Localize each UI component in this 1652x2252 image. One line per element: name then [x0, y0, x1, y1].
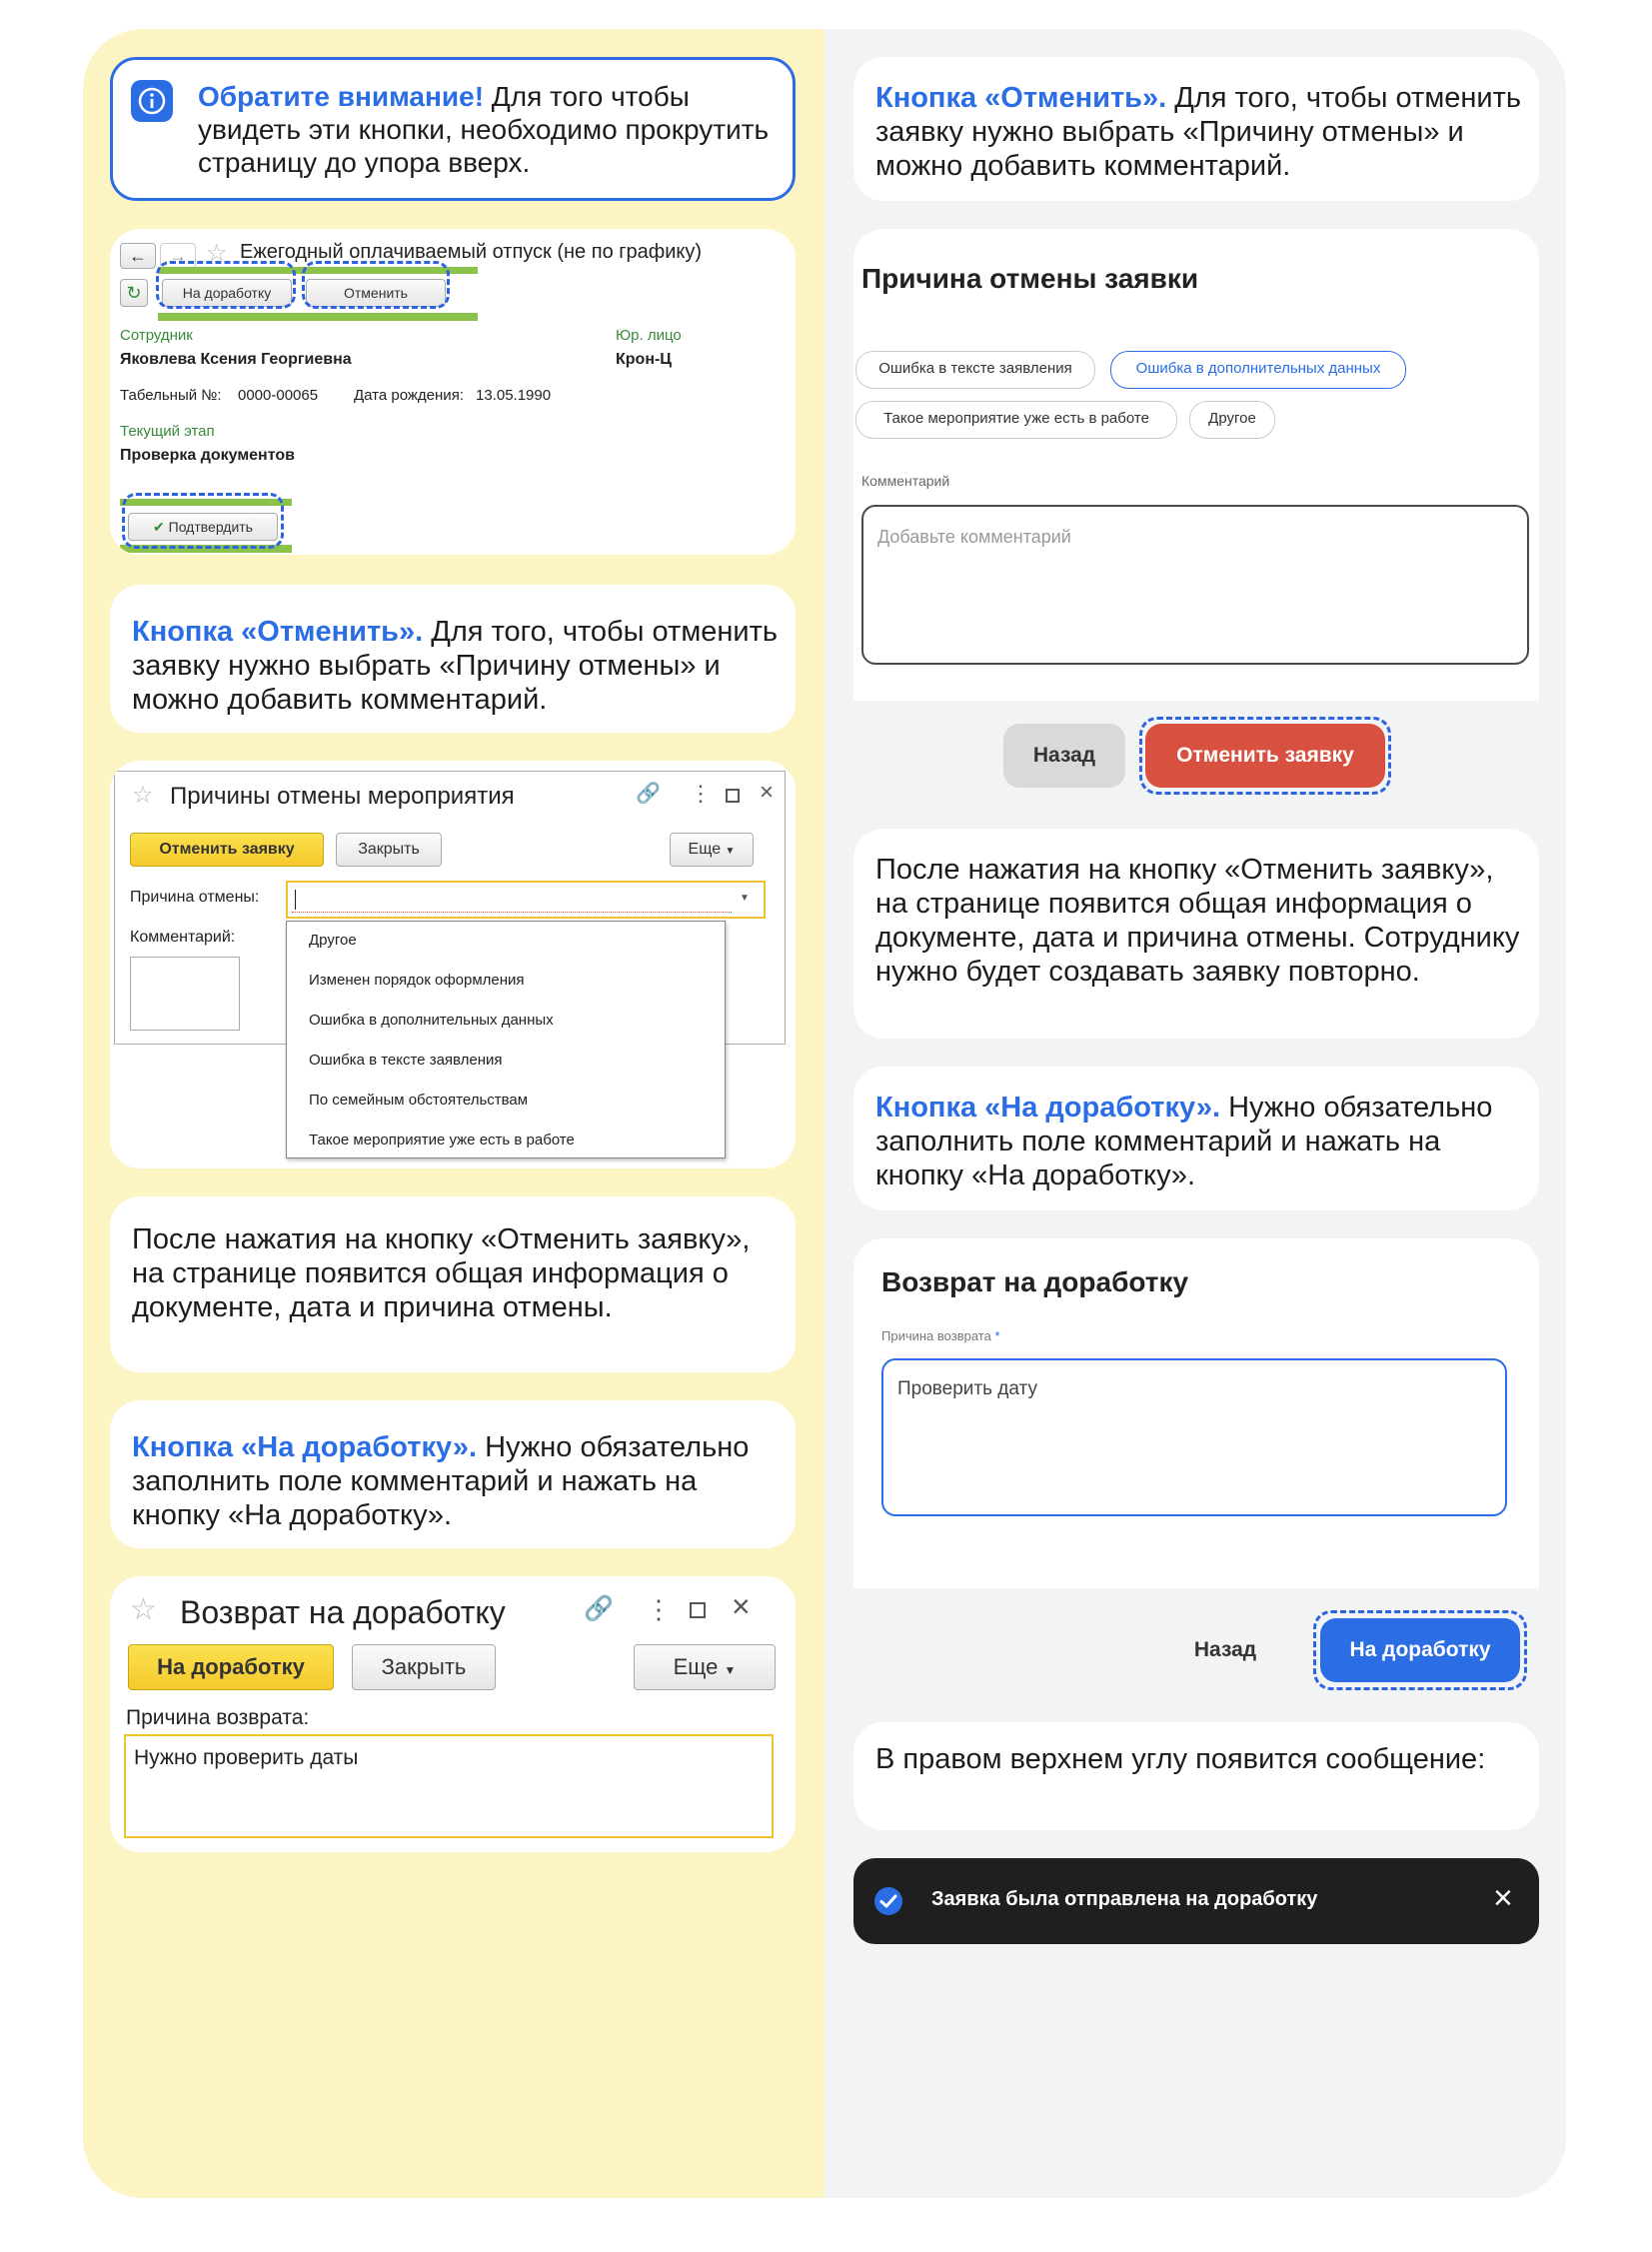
tab-number-label: Табельный №:: [120, 387, 222, 404]
focus-outline: [302, 261, 450, 309]
close-icon[interactable]: ×: [732, 1588, 751, 1624]
rework-button[interactable]: На доработку: [162, 279, 292, 307]
cancel-info-body: Для того, чтобы отменить заявку нужно выбрать «Причину отмены» и можно добавить комментарий.: [875, 82, 1521, 182]
cancel-info-title: Кнопка «Отменить».: [132, 616, 424, 648]
cancel-button[interactable]: Отменить: [306, 279, 446, 307]
star-icon[interactable]: ☆: [132, 782, 154, 809]
reason-chip[interactable]: Ошибка в тексте заявления: [855, 351, 1095, 389]
cancel-request-button[interactable]: Отменить заявку: [1145, 724, 1385, 788]
notice-text: [198, 80, 778, 179]
rework-button[interactable]: На доработку: [1320, 1618, 1520, 1682]
focus-outline: [1139, 717, 1391, 795]
required-mark: *: [994, 1328, 1000, 1343]
cancel-info-card: [853, 57, 1539, 201]
comment-label: Комментарий:: [130, 929, 236, 946]
return-reason-input[interactable]: [124, 1734, 774, 1838]
star-icon[interactable]: ☆: [206, 240, 228, 267]
notice-card: [110, 57, 796, 201]
dropdown-option[interactable]: Другое: [309, 932, 357, 949]
after-cancel-card: [853, 829, 1539, 1039]
reason-select[interactable]: [286, 881, 766, 919]
focus-outline: [156, 261, 296, 309]
page-frame: [83, 29, 1566, 2198]
notice-title: Обратите внимание!: [198, 81, 485, 112]
employee-name: Яковлева Ксения Георгиевна: [120, 351, 352, 368]
employee-label: Сотрудник: [120, 327, 193, 344]
reason-label: Причина отмены:: [130, 889, 260, 906]
close-icon[interactable]: ×: [1493, 1879, 1513, 1917]
cancel-request-button[interactable]: Отменить заявку: [130, 833, 324, 867]
reason-chip[interactable]: Другое: [1189, 401, 1275, 439]
cancel-info-title: Кнопка «Отменить».: [875, 82, 1167, 114]
star-icon[interactable]: ☆: [130, 1593, 157, 1626]
rework-dialog-card: [110, 1576, 796, 1852]
birth-date-label: Дата рождения:: [354, 387, 464, 404]
comment-placeholder: Добавьте комментарий: [877, 527, 1071, 547]
focus-outline: [1313, 1610, 1527, 1690]
return-reason-value: Нужно проверить даты: [134, 1746, 359, 1769]
stage-value: Проверка документов: [120, 447, 295, 464]
legal-entity-value: Крон-Ц: [616, 351, 672, 368]
rework-info-body: Нужно обязательно заполнить поле комментарий и нажать на кнопку «На доработку».: [132, 1431, 750, 1531]
legal-entity-label: Юр. лицо: [616, 327, 682, 344]
reasons-dialog-card: [110, 761, 796, 1168]
cancel-form-title: Причина отмены заявки: [861, 263, 1199, 294]
link-icon[interactable]: 🔗: [584, 1595, 614, 1622]
return-reason-label: Причина возврата:: [126, 1706, 310, 1729]
info-icon: [131, 80, 173, 122]
reason-chip-selected[interactable]: Ошибка в дополнительных данных: [1110, 351, 1406, 389]
confirm-label: Подтвердить: [168, 519, 253, 535]
reason-select-field[interactable]: [292, 887, 732, 913]
cancel-info-text: [132, 615, 782, 717]
more-vertical-icon[interactable]: ⋮: [646, 1594, 672, 1624]
reason-dropdown-list: [286, 921, 726, 1158]
rework-form-title: Возврат на доработку: [881, 1266, 1189, 1297]
reason-chip[interactable]: Такое мероприятие уже есть в работе: [855, 401, 1177, 439]
refresh-button[interactable]: ↻: [120, 279, 148, 307]
return-reason-textarea[interactable]: [881, 1358, 1507, 1516]
rework-info-text: [875, 1091, 1525, 1192]
cancel-reason-form: [853, 229, 1539, 801]
rework-form: [853, 1238, 1539, 1694]
comment-textarea[interactable]: [861, 505, 1529, 665]
cancel-info-card: [110, 585, 796, 733]
dropdown-option[interactable]: Такое мероприятие уже есть в работе: [309, 1131, 575, 1148]
notice-body: Для того чтобы увидеть эти кнопки, необходимо прокрутить страницу до упора вверх.: [198, 81, 770, 178]
toast-notification: [853, 1858, 1539, 1944]
rework-button[interactable]: На доработку: [128, 1644, 334, 1690]
rework-info-body: Нужно обязательно заполнить поле комментарий и нажать на кнопку «На доработку».: [875, 1092, 1493, 1191]
after-cancel-text: После нажатия на кнопку «Отменить заявку», на странице появится общая информация о документе, дата и причина отмены. Сотруднику нужно будет создавать заявку повторно.: [875, 854, 1520, 988]
maximize-icon[interactable]: [690, 1602, 706, 1618]
close-icon[interactable]: ×: [760, 779, 775, 806]
back-button[interactable]: Назад: [1003, 724, 1125, 788]
after-cancel-card: [110, 1196, 796, 1372]
link-icon[interactable]: 🔗: [636, 783, 661, 805]
cancel-info-body: Для того, чтобы отменить заявку нужно выбрать «Причину отмены» и можно добавить комментарий.: [132, 616, 778, 716]
chevron-down-icon[interactable]: ▼: [740, 893, 750, 904]
rework-info-title: Кнопка «На доработку».: [875, 1092, 1221, 1124]
tab-number-value: 0000-00065: [238, 387, 319, 404]
back-button[interactable]: Назад: [1193, 1638, 1257, 1661]
text-cursor: [295, 890, 296, 910]
rework-info-card: [853, 1067, 1539, 1210]
more-button[interactable]: [670, 833, 754, 867]
return-reason-label: [881, 1328, 1000, 1343]
check-circle-icon: [873, 1886, 903, 1916]
dropdown-option[interactable]: Ошибка в тексте заявления: [309, 1052, 503, 1069]
document-screenshot-card: [110, 229, 796, 555]
chevron-down-icon: ▼: [725, 846, 736, 857]
chevron-down-icon: ▼: [724, 1663, 737, 1677]
toast-text: Заявка была отправлена на доработку: [931, 1888, 1318, 1910]
rework-dialog-title: Возврат на доработку: [180, 1594, 506, 1630]
rework-info-title: Кнопка «На доработку».: [132, 1431, 478, 1463]
forward-arrow-button[interactable]: →: [160, 243, 196, 269]
more-vertical-icon[interactable]: ⋮: [690, 781, 712, 806]
more-button[interactable]: [634, 1644, 776, 1690]
reasons-dialog-title: Причины отмены мероприятия: [170, 783, 515, 810]
document-title: Ежегодный оплачиваемый отпуск (не по графику): [240, 241, 703, 263]
rework-info-card: [110, 1400, 796, 1548]
check-icon: ✔: [153, 519, 165, 535]
highlight-bar: [158, 313, 478, 321]
stage-label: Текущий этап: [120, 423, 215, 440]
comment-textarea[interactable]: [130, 957, 240, 1031]
rework-info-text: [132, 1430, 782, 1532]
close-button[interactable]: Закрыть: [352, 1644, 496, 1690]
dropdown-option[interactable]: Ошибка в дополнительных данных: [309, 1012, 554, 1029]
focus-outline: [122, 493, 284, 549]
after-cancel-text: После нажатия на кнопку «Отменить заявку», на странице появится общая информация о документе, дата и причина отмены.: [132, 1223, 751, 1323]
birth-date-value: 13.05.1990: [476, 387, 552, 404]
return-reason-value: Проверить дату: [897, 1378, 1037, 1399]
close-button[interactable]: Закрыть: [336, 833, 442, 867]
more-label: Еще: [673, 1654, 719, 1679]
message-info-text: В правом верхнем углу появится сообщение:: [875, 1743, 1486, 1775]
comment-label: Комментарий: [861, 473, 950, 489]
return-reason-label-text: Причина возврата: [881, 1328, 991, 1343]
back-arrow-button[interactable]: ←: [120, 243, 156, 269]
dropdown-option[interactable]: Изменен порядок оформления: [309, 972, 525, 989]
dropdown-option[interactable]: По семейным обстоятельствам: [309, 1092, 529, 1109]
cancel-info-text: [875, 81, 1525, 183]
message-info-card: [853, 1722, 1539, 1830]
more-label: Еще: [688, 841, 722, 858]
maximize-icon[interactable]: [726, 789, 740, 803]
